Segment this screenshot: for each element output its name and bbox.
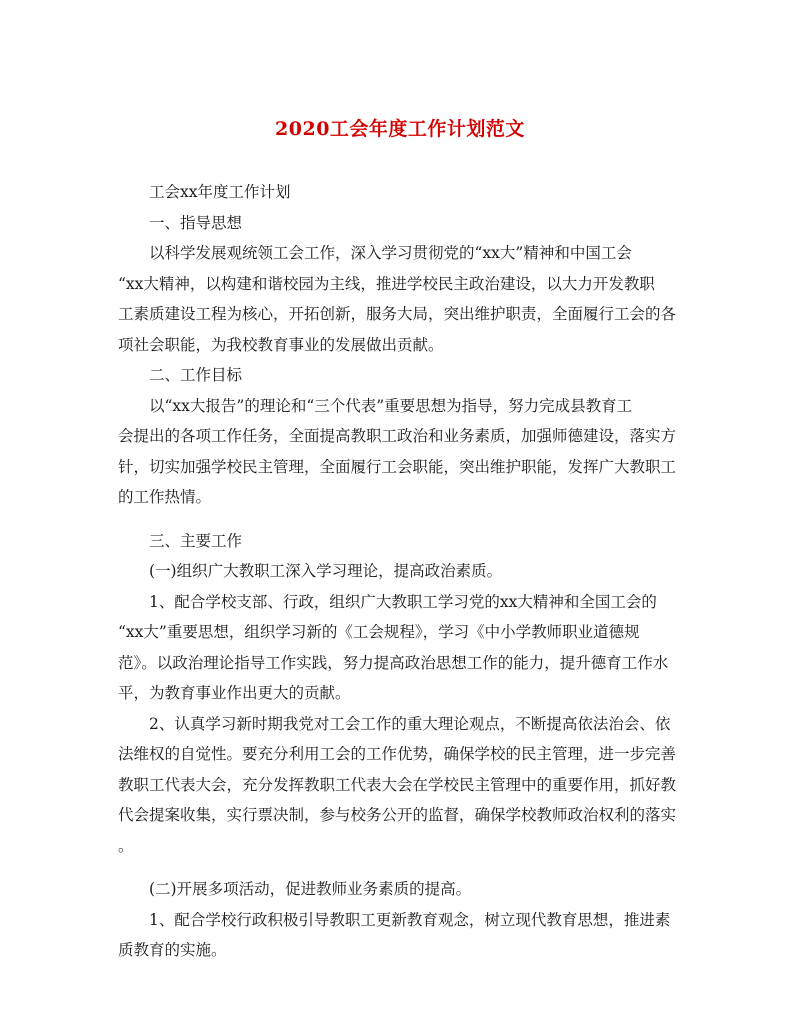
document-body xyxy=(118,177,682,966)
paragraph-line: 以“xx大报告”的理论和“三个代表”重要思想为指导，努力完成县教育工 xyxy=(149,396,633,415)
document-title: 2020工会年度工作计划范文 xyxy=(275,118,525,140)
paragraph-line: 质教育的实施。 xyxy=(118,941,227,959)
paragraph-gap xyxy=(118,513,682,526)
section-heading-work-goals: 二、工作目标 xyxy=(149,366,243,384)
paragraph-line: “xx大精神，以构建和谐校园为主线，推进学校民主政治建设，以大力开发教职 xyxy=(118,274,655,293)
paragraph-line: 教职工代表大会，充分发挥教职工代表大会在学校民主管理中的重要作用，抓好教 xyxy=(118,775,677,794)
section-heading-guiding-ideology: 一、指导思想 xyxy=(149,213,243,232)
paragraph-line: 会提出的各项工作任务，全面提高教职工政治和业务素质，加强师德建设，落实方 xyxy=(118,427,677,445)
paragraph-gap xyxy=(118,861,682,874)
paragraph-line: 代会提案收集，实行票决制，参与校务公开的监督，确保学校教师政治权利的落实 xyxy=(118,806,677,824)
plan-heading: 工会xx年度工作计划 xyxy=(149,183,291,201)
paragraph-line: 的工作热情。 xyxy=(118,488,212,506)
paragraph-line: 项社会职能，为我校教育事业的发展做出贡献。 xyxy=(118,335,444,354)
paragraph-line: 法维权的自觉性。要充分利用工会的工作优势，确保学校的民主管理，进一步完善 xyxy=(118,745,677,763)
section-heading-main-work: 三、主要工作 xyxy=(149,531,243,550)
paragraph-line: 1、配合学校行政积极引导教职工更新教育观念，树立现代教育思想，推进素 xyxy=(149,910,671,929)
paragraph-line: 范》。以政治理论指导工作实践，努力提高政治思想工作的能力，提升德育工作水 xyxy=(118,653,669,672)
paragraph-line: 1、配合学校支部、行政，组织广大教职工学习党的xx大精神和全国工会的 xyxy=(149,592,657,611)
subsection-heading: (二)开展多项活动，促进教师业务素质的提高。 xyxy=(149,880,472,898)
paragraph-line: 平，为教育事业作出更大的贡献。 xyxy=(118,684,351,702)
paragraph-line: 以科学发展观统领工会工作，深入学习贯彻党的“xx大”精神和中国工会 xyxy=(149,244,632,262)
paragraph-line: 工素质建设工程为核心，开拓创新，服务大局，突出维护职责，全面履行工会的各 xyxy=(118,305,677,323)
subsection-heading: (一)组织广大教职工深入学习理论，提高政治素质。 xyxy=(149,562,503,580)
paragraph-line: 针，切实加强学校民主管理，全面履行工会职能，突出维护职能，发挥广大教职工 xyxy=(118,457,677,476)
paragraph-line: 2、认真学习新时期我党对工会工作的重大理论观点，不断提高依法治会、依 xyxy=(149,714,671,733)
paragraph-line: “xx大”重要思想，组织学习新的《工会规程》，学习《中小学教师职业道德规 xyxy=(118,623,640,641)
paragraph-line: 。 xyxy=(118,836,134,855)
